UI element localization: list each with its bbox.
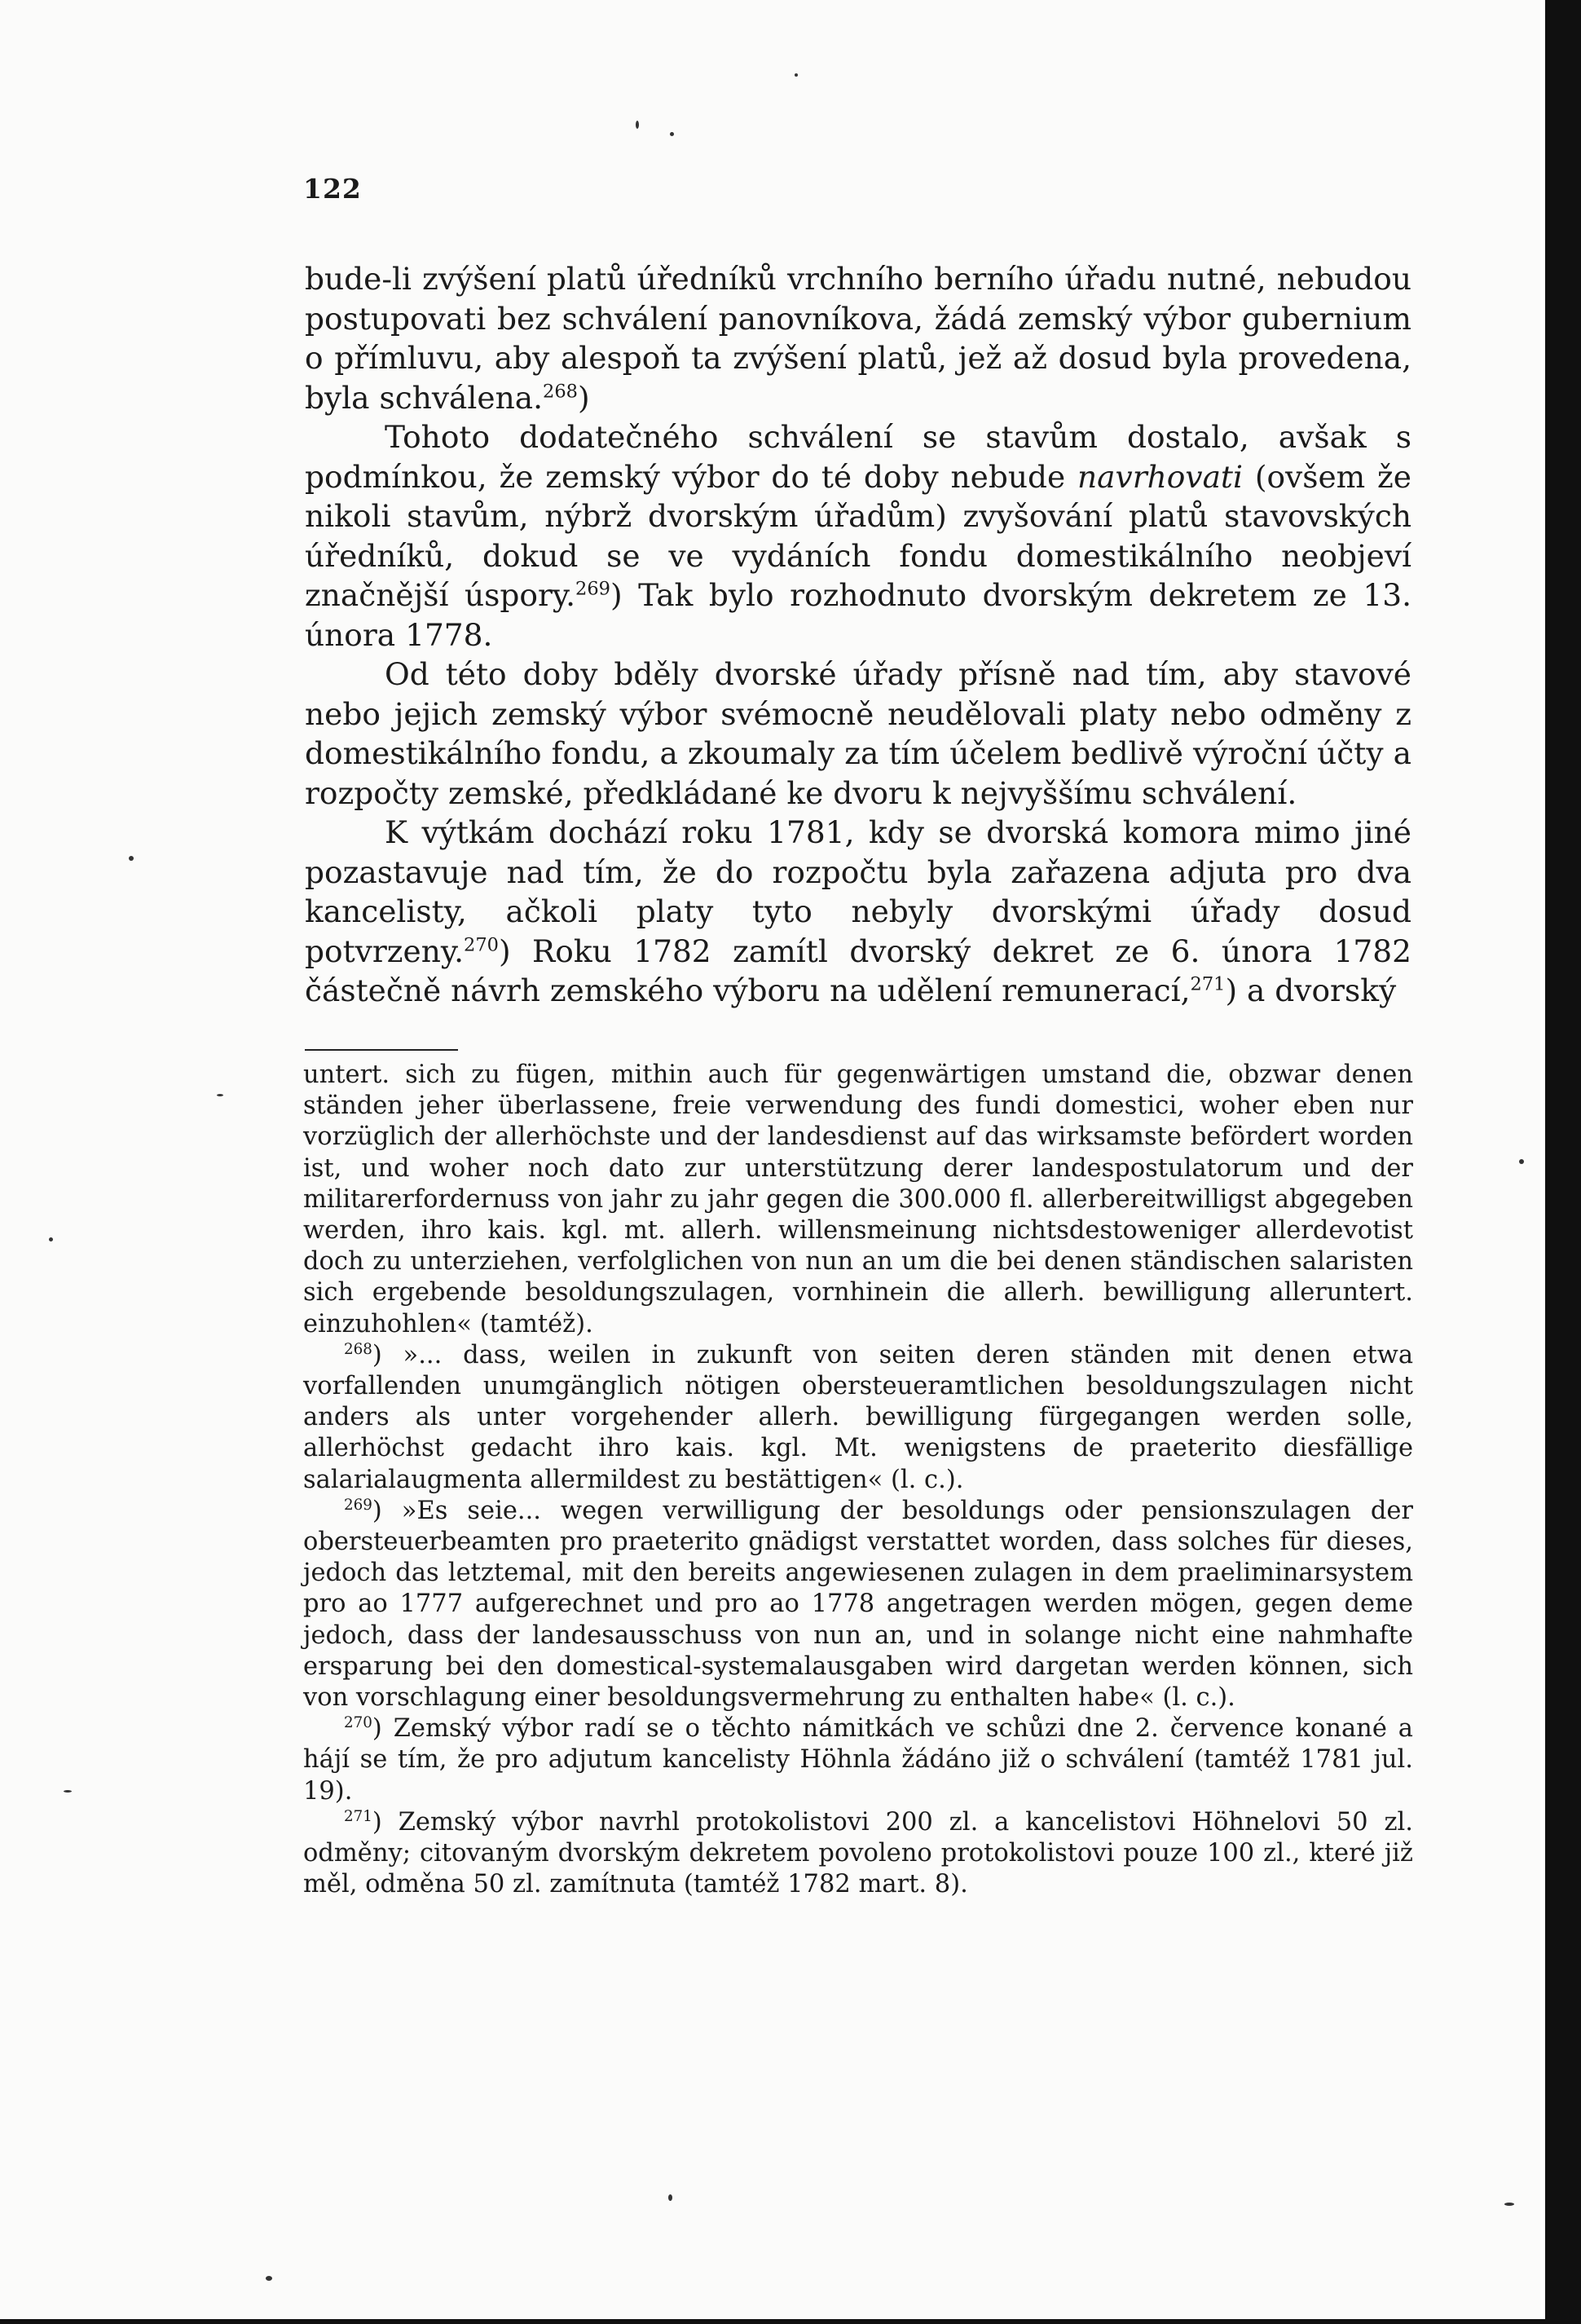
paragraph-1 <box>305 259 1411 417</box>
paragraph-2-text-b: (ovšem že nikoli stavům, nýbrž dvorským úřadům) zvyšování platů stavovských úředníků, dokud se ve vydáních fondu domestikálního neobjeví značnější úspory. <box>305 458 1411 613</box>
paragraph-1-close: ) <box>577 379 590 416</box>
paragraph-4-text-b: ) Roku 1782 zamítl dvorský dekret ze 6. února 1782 částečně návrh zemského výboru na udělení remunerací, <box>305 933 1411 1008</box>
footnote-269 <box>303 1496 1413 1713</box>
footnote-number: 270 <box>344 1714 372 1732</box>
footnote-text: ) »... dass, weilen in zukunft von seiten deren ständen mit denen etwa vorfallenden unumgänglich nötigen obersteueramtlichen besoldungszulagen nicht anders als unter vorgehender allerh. bewilligung fürgegangen werden solle, allerhöchst gedacht ihro kais. kgl. Mt. wenigstens de praeterito diesfällige salarialaugmenta allermildest zu bestättigen« (l. c.). <box>303 1340 1413 1494</box>
footnote-number: 271 <box>344 1807 372 1825</box>
footnote-ref-268: 268 <box>543 381 578 402</box>
footnote-continued: untert. sich zu fügen, mithin auch für gegenwärtigen umstand die, obzwar denen ständen jeher überlassene, freie verwendung des fundi domestici, woher eben nur vorzüglich der allerhöchste und der landesdienst auf das wirksamste befördert worden ist, und woher noch dato zur unterstützung derer landespostulatorum und der militarerfordernuss von jahr zu jahr gegen die 300.000 fl. allerbereitwilligst abgegeben werden, ihro kais. kgl. mt. allerh. willensmeinung nichtsdestoweniger allerdevotist doch zu unterziehen, verfolglichen von nun an um die bei denen ständischen salaristen sich ergebende besoldungszulagen, vornhinein die allerh. bewilligung alleruntert. einzuhohlen« (tamtéž). <box>303 1061 1413 1338</box>
paragraph-2 <box>305 417 1411 655</box>
footnote-divider <box>305 1049 458 1051</box>
scan-border-right <box>1545 0 1581 2324</box>
paragraph-2-text-c: ) Tak bylo rozhodnuto dvorským dekretem ze 13. února 1778. <box>305 577 1411 653</box>
footnote-text: ) Zemský výbor navrhl protokolistovi 200 zl. a kancelistovi Höhnelovi 50 zl. odměny; citovaným dvorským dekretem povoleno protokolistovi pouze 100 zl., které již měl, odměna 50 zl. zamítnuta (tamtéž 1782 mart. 8). <box>303 1807 1413 1899</box>
footnote-ref-269: 269 <box>575 578 610 600</box>
footnote-270 <box>303 1713 1413 1807</box>
scan-border-bottom <box>0 2319 1581 2324</box>
paragraph-1-text: bude-li zvýšení platů úředníků vrchního berního úřadu nutné, nebudou postupovati bez schválení panovníkova, žádá zemský výbor gubernium o přímluvu, aby alespoň ta zvýšení platů, jež až dosud byla provedena, byla schválena. <box>305 261 1411 416</box>
main-text <box>305 259 1411 1011</box>
footnote-number: 269 <box>344 1496 372 1514</box>
paragraph-3: Od této doby bděly dvorské úřady přísně nad tím, aby stavové nebo jejich zemský výbor svémocně neudělovali platy nebo odměny z domestikálního fondu, a zkoumaly za tím účelem bedlivě výroční účty a rozpočty zemské, předkládané ke dvoru k nejvyššímu schválení. <box>305 656 1411 811</box>
footnote-268 <box>303 1340 1413 1496</box>
paragraph-4-text-a: K výtkám dochází roku 1781, kdy se dvorská komora mimo jiné pozastavuje nad tím, že do rozpočtu byla zařazena adjuta pro dva kancelisty, ačkoli platy tyto nebyly dvorskými úřady dosud potvrzeny. <box>305 814 1411 969</box>
paragraph-4 <box>305 813 1411 1011</box>
footnotes <box>303 1060 1413 1900</box>
page-number: 122 <box>303 173 362 205</box>
paragraph-2-emphasis: navrhovati <box>1077 458 1243 495</box>
footnote-text: ) »Es seie... wegen verwilligung der besoldungs oder pensionszulagen der obersteuerbeamten pro praeterito gnädigst verstattet worden, dass solches für dieses, jedoch das letztemal, mit den bereits angewiesenen zulagen in dem praeliminarsystem pro ao 1777 aufgerechnet und pro ao 1778 angetragen werden mögen, gegen deme jedoch, dass der landesausschuss von nun an, und in solange nicht eine nahmhafte ersparung bei den domestical-systemalausgaben wird dargetan werden können, sich von vorschlagung einer besoldungsvermehrung zu enthalten habe« (l. c.). <box>303 1496 1413 1713</box>
footnote-271 <box>303 1807 1413 1901</box>
footnote-ref-270: 270 <box>464 934 499 955</box>
paragraph-4-text-c: ) a dvorský <box>1225 972 1397 1008</box>
footnote-number: 268 <box>344 1340 372 1358</box>
footnote-ref-271: 271 <box>1190 973 1226 995</box>
paragraph-2-text-a: Tohoto dodatečného schválení se stavům dostalo, avšak s podmínkou, že zemský výbor do té doby nebude <box>305 419 1411 495</box>
footnote-text: ) Zemský výbor radí se o těchto námitkách ve schůzi dne 2. července konané a hájí se tím, že pro adjutum kancelisty Höhnla žádáno již o schválení (tamtéž 1781 jul. 19). <box>303 1714 1413 1806</box>
